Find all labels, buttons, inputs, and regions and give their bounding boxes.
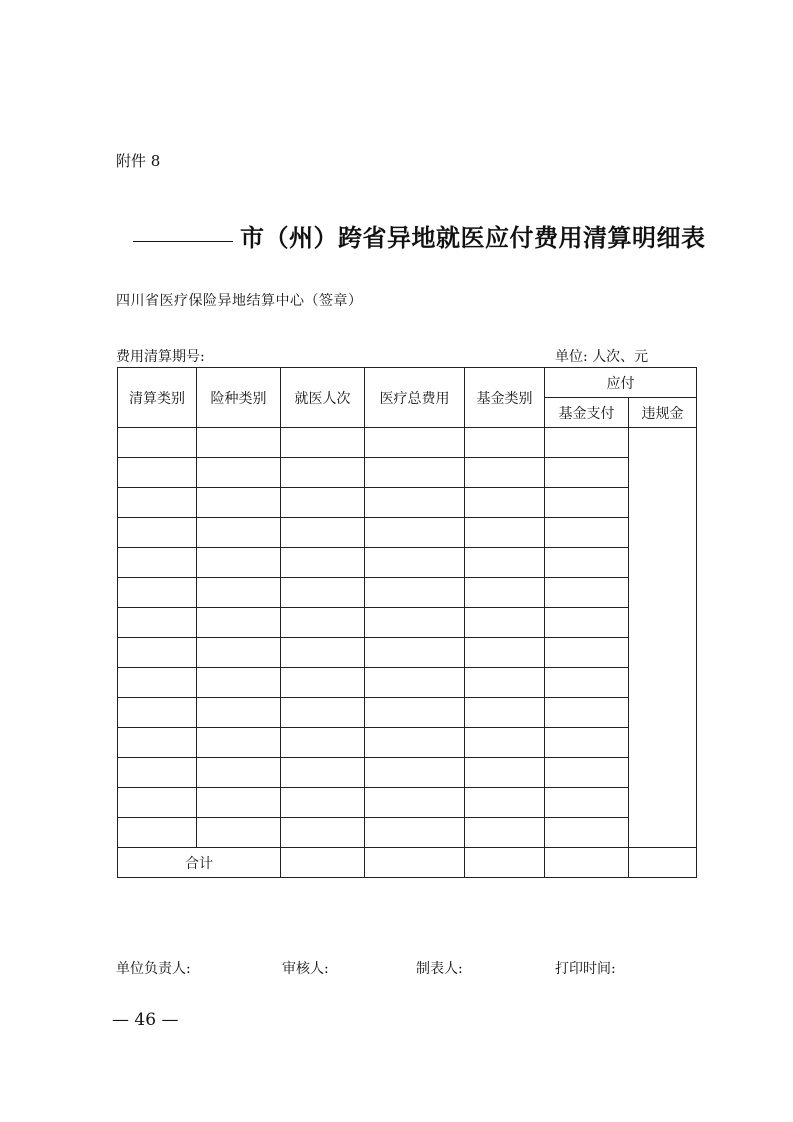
table-cell[interactable] [545, 758, 629, 788]
table-cell[interactable] [365, 578, 465, 608]
table-cell[interactable] [545, 788, 629, 818]
table-cell[interactable] [197, 668, 281, 698]
table-cell[interactable] [365, 488, 465, 518]
table-cell[interactable] [465, 548, 545, 578]
table-cell[interactable] [197, 428, 281, 458]
table-cell[interactable] [118, 758, 197, 788]
table-cell[interactable] [281, 788, 365, 818]
table-cell[interactable] [281, 668, 365, 698]
table-cell[interactable] [118, 428, 197, 458]
table-cell[interactable] [465, 488, 545, 518]
header-total-medical-cost: 医疗总费用 [365, 368, 465, 428]
table-cell[interactable] [281, 578, 365, 608]
settlement-table [117, 367, 697, 878]
table-cell[interactable] [281, 608, 365, 638]
table-cell[interactable] [465, 788, 545, 818]
header-violation-amount: 违规金 [629, 398, 697, 428]
table-cell[interactable] [281, 488, 365, 518]
table-row [118, 728, 697, 758]
table-body [118, 428, 697, 878]
org-signature-line: 四川省医疗保险异地结算中心（签章） [116, 293, 363, 309]
table-row [118, 818, 697, 848]
table-cell[interactable] [365, 428, 465, 458]
table-cell[interactable] [465, 728, 545, 758]
table-cell[interactable] [365, 698, 465, 728]
table-cell[interactable] [545, 698, 629, 728]
table-cell[interactable] [465, 458, 545, 488]
table-cell[interactable] [365, 548, 465, 578]
header-visit-count: 就医人次 [281, 368, 365, 428]
table-cell[interactable] [365, 818, 465, 848]
table-cell[interactable] [365, 518, 465, 548]
table-cell[interactable] [118, 608, 197, 638]
table-cell[interactable] [281, 458, 365, 488]
total-cell[interactable] [465, 848, 545, 878]
table-cell[interactable] [197, 578, 281, 608]
header-fund-type: 基金类别 [465, 368, 545, 428]
page-number: — 46 — [112, 1010, 179, 1030]
table-cell[interactable] [281, 518, 365, 548]
footer-print-time: 打印时间: [555, 961, 616, 977]
header-payable-group: 应付 [545, 368, 697, 398]
total-cell[interactable] [281, 848, 365, 878]
table-cell[interactable] [365, 668, 465, 698]
total-cell[interactable] [365, 848, 465, 878]
table-cell[interactable] [197, 458, 281, 488]
table-cell[interactable] [465, 578, 545, 608]
table-cell[interactable] [118, 788, 197, 818]
table-cell[interactable] [197, 488, 281, 518]
period-label: 费用清算期号: [116, 349, 205, 365]
table-cell[interactable] [197, 518, 281, 548]
table-cell[interactable] [118, 548, 197, 578]
table-cell[interactable] [118, 518, 197, 548]
table-cell[interactable] [365, 608, 465, 638]
table-cell[interactable] [465, 608, 545, 638]
table-cell[interactable] [118, 818, 197, 848]
table-cell[interactable] [281, 818, 365, 848]
table-cell[interactable] [118, 638, 197, 668]
table-cell[interactable] [118, 668, 197, 698]
table-row [118, 428, 697, 458]
table-cell[interactable] [281, 638, 365, 668]
table-cell[interactable] [545, 548, 629, 578]
table-cell[interactable] [465, 428, 545, 458]
table-cell[interactable] [545, 518, 629, 548]
title-blank-line [133, 241, 233, 242]
table-row [118, 698, 697, 728]
table-cell[interactable] [465, 698, 545, 728]
table-cell[interactable] [281, 548, 365, 578]
table-cell[interactable] [197, 638, 281, 668]
total-cell[interactable] [629, 848, 697, 878]
table-row [118, 788, 697, 818]
table-row [118, 758, 697, 788]
header-insurance-type: 险种类别 [197, 368, 281, 428]
table-row [118, 458, 697, 488]
table-cell[interactable] [197, 548, 281, 578]
table-cell[interactable] [281, 428, 365, 458]
footer-reviewer: 审核人: [282, 961, 329, 977]
footer-preparer: 制表人: [416, 961, 463, 977]
table-cell[interactable] [465, 638, 545, 668]
table-cell[interactable] [465, 518, 545, 548]
violation-amount-merged-cell[interactable] [629, 428, 697, 848]
table-cell[interactable] [545, 818, 629, 848]
table-cell[interactable] [365, 728, 465, 758]
table-cell[interactable] [545, 728, 629, 758]
footer-unit-head: 单位负责人: [116, 961, 191, 977]
table-cell[interactable] [545, 638, 629, 668]
table-row [118, 578, 697, 608]
table-row [118, 548, 697, 578]
table-cell[interactable] [197, 608, 281, 638]
table-cell[interactable] [281, 728, 365, 758]
table-cell[interactable] [545, 488, 629, 518]
table-cell[interactable] [545, 458, 629, 488]
table-row [118, 488, 697, 518]
attachment-label: 附件 8 [116, 152, 161, 170]
table-cell[interactable] [545, 578, 629, 608]
table-cell[interactable] [118, 578, 197, 608]
table-cell[interactable] [545, 608, 629, 638]
table-cell[interactable] [281, 758, 365, 788]
table-cell[interactable] [118, 458, 197, 488]
table-cell[interactable] [197, 818, 281, 848]
table-cell[interactable] [197, 698, 281, 728]
total-row [118, 848, 697, 878]
table-row [118, 638, 697, 668]
header-settlement-category: 清算类别 [118, 368, 197, 428]
table-cell[interactable] [197, 758, 281, 788]
table-row [118, 608, 697, 638]
table-cell[interactable] [118, 728, 197, 758]
table-cell[interactable] [365, 458, 465, 488]
table-cell[interactable] [197, 788, 281, 818]
table-row [118, 518, 697, 548]
table-cell[interactable] [465, 668, 545, 698]
table-cell[interactable] [465, 758, 545, 788]
table-cell[interactable] [545, 428, 629, 458]
total-label: 合计 [118, 848, 281, 878]
total-cell[interactable] [545, 848, 629, 878]
table-cell[interactable] [365, 638, 465, 668]
table-cell[interactable] [281, 698, 365, 728]
table-cell[interactable] [545, 668, 629, 698]
header-fund-payment: 基金支付 [545, 398, 629, 428]
table-cell[interactable] [197, 728, 281, 758]
table-cell[interactable] [465, 818, 545, 848]
table-cell[interactable] [118, 698, 197, 728]
page-title: 市（州）跨省异地就医应付费用清算明细表 [240, 223, 706, 252]
table-row [118, 668, 697, 698]
table-cell[interactable] [365, 758, 465, 788]
unit-label: 单位: 人次、元 [555, 349, 649, 365]
table-cell[interactable] [365, 788, 465, 818]
table-cell[interactable] [118, 488, 197, 518]
